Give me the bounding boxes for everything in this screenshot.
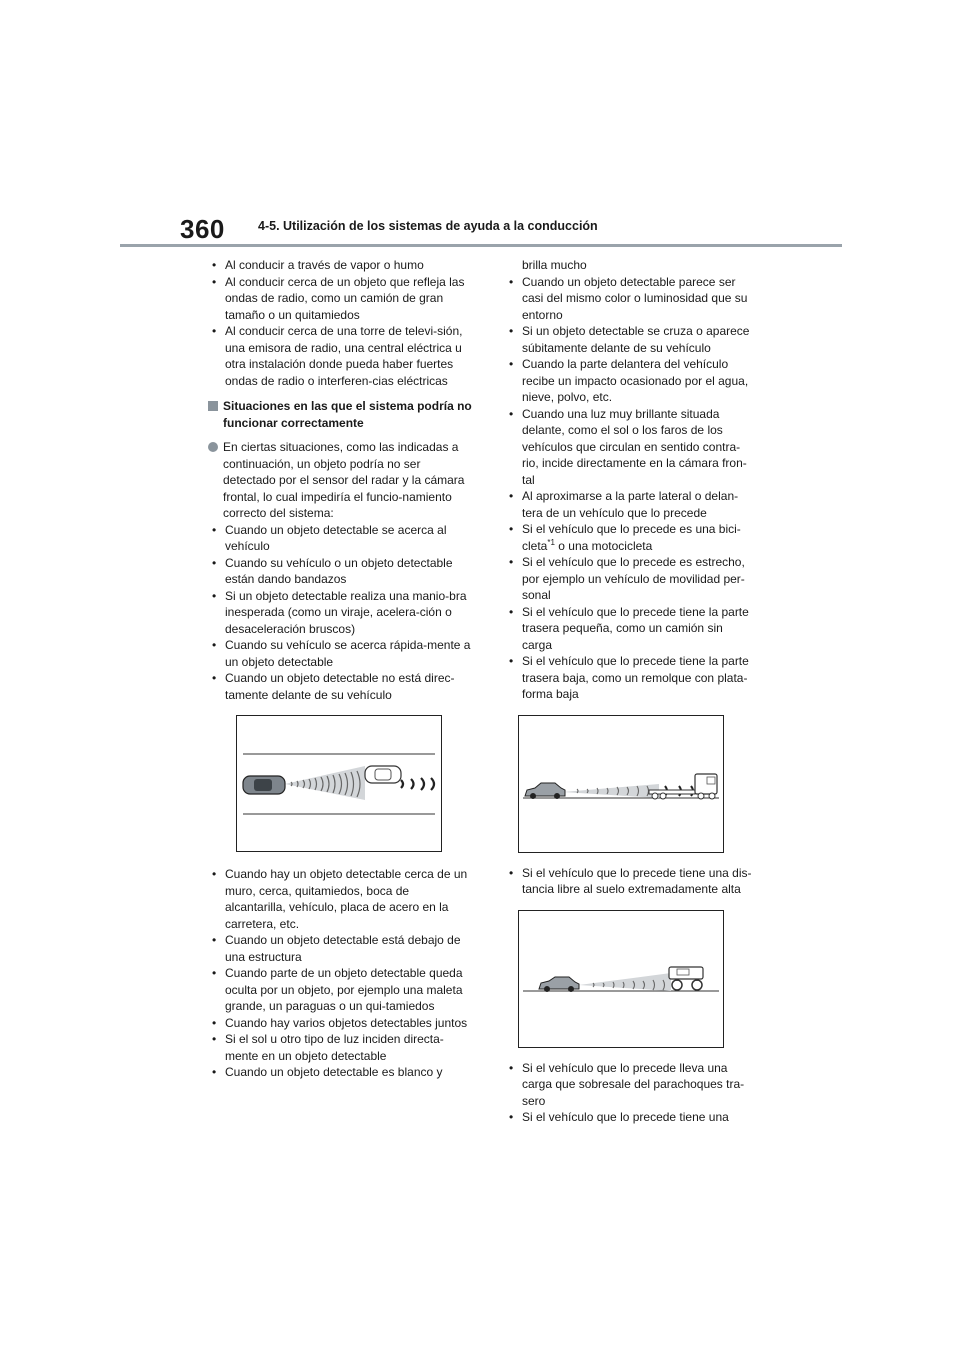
car-offset-target-illustration (236, 715, 442, 852)
list-item (505, 521, 755, 554)
list-item: • Al conducir cerca de una torre de televi-sión, una emisora de radio, una central eléctrica u otra instalación donde pueda haber fuertes ondas de radio o interferen-cias eléctricas (208, 323, 472, 389)
list-item: • Al aproximarse a la parte lateral o delan-tera de un vehículo que lo precede (505, 488, 755, 521)
bicycle-text: Si el vehículo que lo precede es una bici-cleta (522, 522, 741, 553)
list-item: • Cuando su vehículo se acerca rápida-mente a un objeto detectable (208, 637, 472, 670)
low-trailer-illustration (518, 715, 724, 853)
footnote-marker: *1 (547, 537, 555, 547)
list-item: • Cuando un objeto detectable está debajo de una estructura (208, 932, 472, 965)
right-column (505, 257, 755, 1126)
list-item: • Cuando hay varios objetos detectables juntos (208, 1015, 472, 1032)
list-item: • Al conducir cerca de un objeto que refleja las ondas de radio, como un camión de gran tamaño o un quitamiedos (208, 274, 472, 324)
list-item: • Cuando un objeto detectable es blanco y (208, 1064, 472, 1081)
list-item: • Si el sol u otro tipo de luz inciden directa-mente en un objeto detectable (208, 1031, 472, 1064)
section-title: 4-5. Utilización de los sistemas de ayuda a la conducción (258, 219, 598, 233)
list-item: • Cuando su vehículo o un objeto detectable están dando bandazos (208, 555, 472, 588)
list-item: • Cuando hay un objeto detectable cerca de un muro, cerca, quitamiedos, boca de alcantarilla, vehículo, placa de acero en la carretera, etc. (208, 866, 472, 932)
subsection-heading-text: Situaciones en las que el sistema podría no funcionar correctamente (223, 399, 472, 430)
list-item: • Cuando un objeto detectable parece ser casi del mismo color o luminosidad que su entorno (505, 274, 755, 324)
list-item: • Cuando la parte delantera del vehículo recibe un impacto ocasionado por el agua, nieve, polvo, etc. (505, 356, 755, 406)
left-column (208, 257, 472, 1081)
circle-bullet-icon (208, 442, 218, 452)
list-item: • Si el vehículo que lo precede lleva una carga que sobresale del parachoques tra-sero (505, 1060, 755, 1110)
list-item: • Si un objeto detectable se cruza o aparece súbitamente delante de su vehículo (505, 323, 755, 356)
list-item: • Cuando parte de un objeto detectable queda oculta por un objeto, por ejemplo una maleta grande, un paraguas o un qui-tamiedos (208, 965, 472, 1015)
subsection-heading (208, 398, 472, 431)
page-number: 360 (180, 214, 225, 244)
list-item: • Si el vehículo que lo precede tiene una dis-tancia libre al suelo extremadamente alta (505, 865, 755, 898)
list-item: • Cuando una luz muy brillante situada delante, como el sol o los faros de los vehículos que circulan en sentido contra-rio, incide directamente en la cámara fron-tal (505, 406, 755, 489)
list-item: • Si el vehículo que lo precede tiene la parte trasera pequeña, como un camión sin carga (505, 604, 755, 654)
list-item: • Si el vehículo que lo precede tiene la parte trasera baja, como un remolque con plata-forma baja (505, 653, 755, 703)
list-item: • Si el vehículo que lo precede tiene una (505, 1109, 755, 1126)
high-clearance-vehicle-illustration (518, 910, 724, 1048)
square-bullet-icon (208, 401, 218, 411)
continued-text: brilla mucho (522, 258, 587, 272)
intro-text: En ciertas situaciones, como las indicadas a continuación, un objeto podría no ser detectado por el sensor del radar y la cámara frontal, lo cual impediría el funcio-namiento correcto del sistema: (223, 440, 465, 520)
intro-paragraph (208, 439, 472, 522)
list-item: • Cuando un objeto detectable se acerca al vehículo (208, 522, 472, 555)
header-divider (120, 244, 842, 247)
bicycle-text-end: o una motocicleta (554, 538, 653, 553)
list-item: • Si el vehículo que lo precede es estrecho, por ejemplo un vehículo de movilidad per-sonal (505, 554, 755, 604)
list-item: • Al conducir a través de vapor o humo (208, 257, 472, 274)
list-item: • Cuando un objeto detectable no está direc-tamente delante de su vehículo (208, 670, 472, 703)
list-item: • Si un objeto detectable realiza una manio-bra inesperada (como un viraje, acelera-ción o desaceleración bruscos) (208, 588, 472, 638)
